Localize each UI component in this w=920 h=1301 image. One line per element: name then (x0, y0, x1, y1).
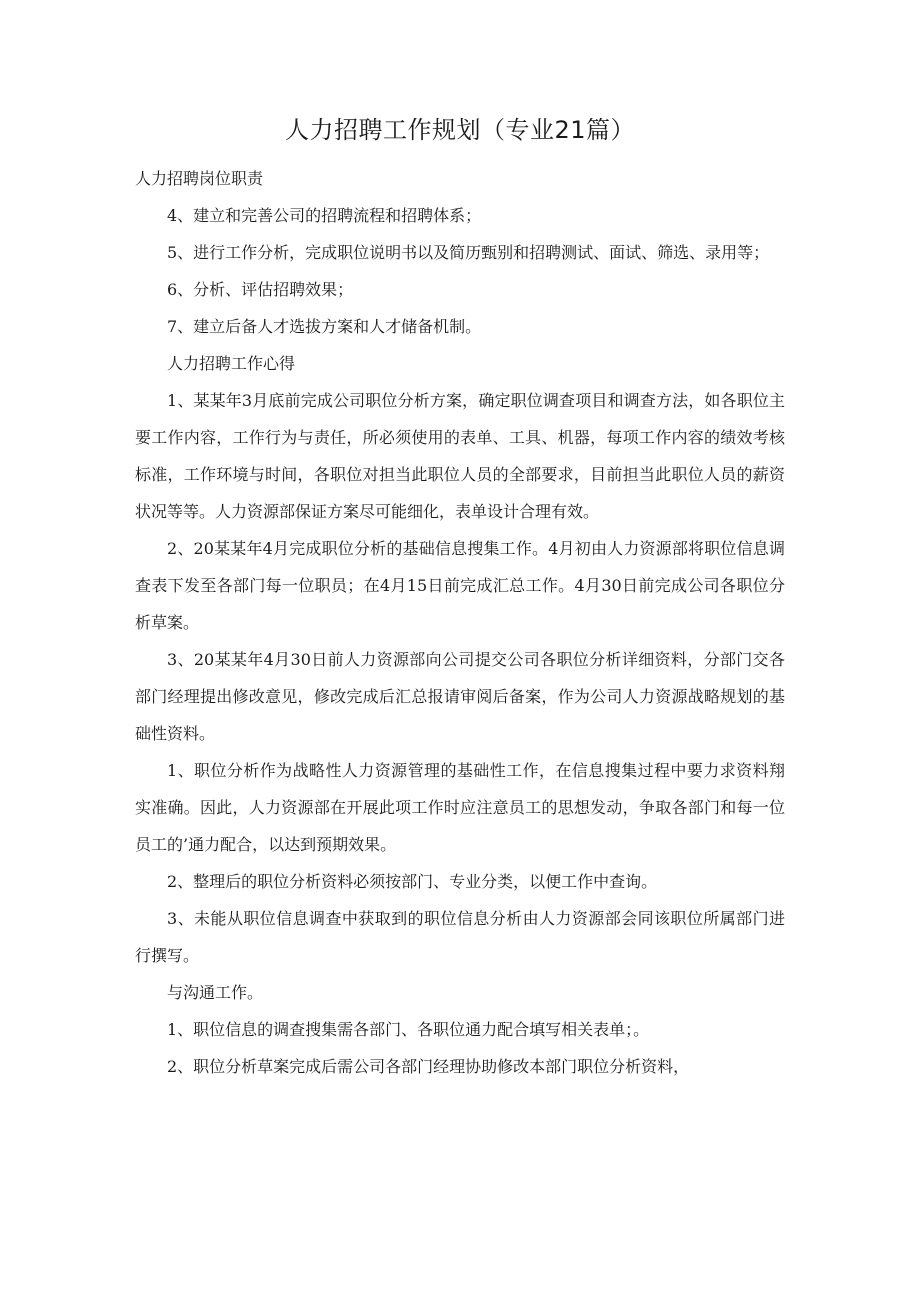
paragraph-2: 4、建立和完善公司的招聘流程和招聘体系； (167, 206, 482, 225)
paragraph-10: 1、职位分析作为战略性人力资源管理的基础性工作，在信息搜集过程中要力求资料翔实准确。因此，人力资源部在开展此项工作时应注意员工的思想发动，争取各部门和每一位员工的’通力配合，以达到预期效果。 (135, 761, 785, 854)
document-title: 人力招聘工作规划（专业21篇） (284, 116, 636, 144)
paragraph-7: 1、某某年3月底前完成公司职位分析方案，确定职位调查项目和调查方法，如各职位主要工作内容，工作行为与责任，所必须使用的表单、工具、机器，每项工作内容的绩效考核标准，工作环境与时间，各职位对担当此职位人员的全部要求，目前担当此职位人员的薪资状况等等。人力资源部保证方案尽可能细化，表单设计合理有效。 (135, 391, 785, 521)
paragraph-11: 2、整理后的职位分析资料必须按部门、专业分类，以便工作中查询。 (167, 872, 658, 891)
paragraph-8: 2、20某某年4月完成职位分析的基础信息搜集工作。4月初由人力资源部将职位信息调查表下发至各部门每一位职员；在4月15日前完成汇总工作。4月30日前完成公司各职位分析草案。 (135, 539, 785, 632)
paragraph-13: 与沟通工作。 (167, 983, 264, 1002)
paragraph-1: 人力招聘岗位职责 (135, 169, 264, 188)
document-body (135, 160, 785, 1085)
paragraph-3: 5、进行工作分析，完成职位说明书以及简历甄别和招聘测试、面试、筛选、录用等； (167, 243, 770, 262)
paragraph-9: 3、20某某年4月30日前人力资源部向公司提交公司各职位分析详细资料，分部门交各部门经理提出修改意见，修改完成后汇总报请审阅后备案，作为公司人力资源战略规划的基础性资料。 (135, 650, 785, 743)
paragraph-12: 3、未能从职位信息调查中获取到的职位信息分析由人力资源部会同该职位所属部门进行撰写。 (135, 909, 785, 965)
paragraph-4: 6、分析、评估招聘效果； (167, 280, 354, 299)
paragraph-6: 人力招聘工作心得 (167, 354, 296, 373)
paragraph-15: 2、职位分析草案完成后需公司各部门经理协助修改本部门职位分析资料， (167, 1057, 690, 1076)
paragraph-5: 7、建立后备人才选拔方案和人才储备机制。 (167, 317, 482, 336)
paragraph-14: 1、职位信息的调查搜集需各部门、各职位通力配合填写相关表单；。 (167, 1020, 650, 1039)
